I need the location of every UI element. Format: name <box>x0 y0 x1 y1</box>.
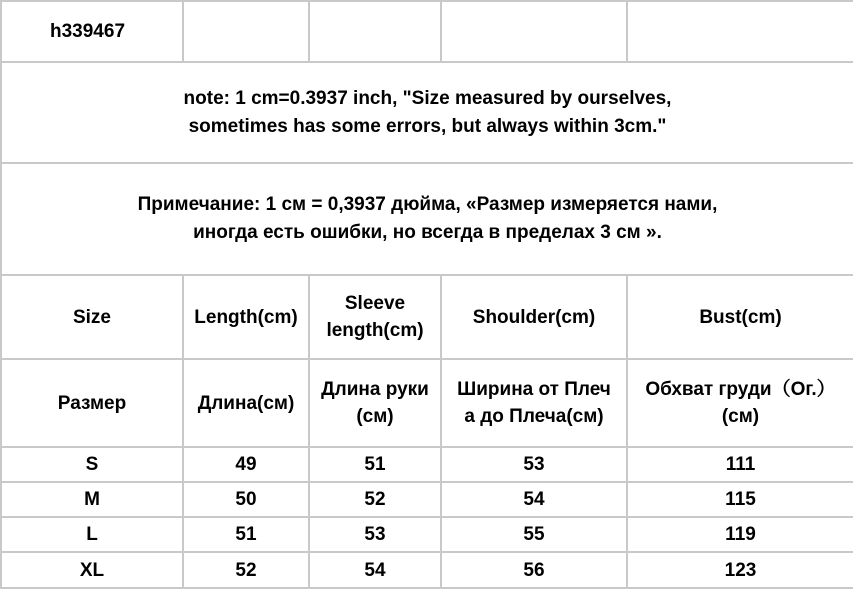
header-length-ru <box>183 359 309 447</box>
header-label: Bust(cm) <box>699 306 782 328</box>
bust-cell: 119 <box>627 517 853 552</box>
header-label: Ширина от Плеч <box>457 379 611 400</box>
size-cell: S <box>1 447 183 482</box>
length-cell: 51 <box>183 517 309 552</box>
table-row <box>1 447 853 482</box>
header-label: Size <box>72 306 112 328</box>
bust-cell: 123 <box>627 552 853 588</box>
note-russian-line: иногда есть ошибки, но всегда в пределах 3 см ». <box>193 222 662 243</box>
header-ru-row <box>1 359 853 447</box>
note-english <box>1 62 853 163</box>
header-shoulder <box>441 275 627 359</box>
table-row <box>1 482 853 517</box>
note-russian-line: Примечание: 1 см = 0,3937 дюйма, «Размер измеряется нами, <box>137 194 718 215</box>
note-english-line: note: 1 cm=0.3937 inch, "Size measured by ourselves, <box>183 87 672 109</box>
note-russian <box>1 163 853 275</box>
size-cell: XL <box>1 552 183 588</box>
header-label: Размер <box>57 392 127 414</box>
sleeve-cell: 54 <box>309 552 441 588</box>
size-cell: M <box>1 482 183 517</box>
header-en-row <box>1 275 853 359</box>
length-cell: 49 <box>183 447 309 482</box>
header-label: (см) <box>721 406 760 427</box>
bust-cell: 115 <box>627 482 853 517</box>
size-cell: L <box>1 517 183 552</box>
length-cell: 50 <box>183 482 309 517</box>
sleeve-cell: 52 <box>309 482 441 517</box>
empty-cell <box>183 1 309 62</box>
header-label: Shoulder(cm) <box>472 306 596 328</box>
empty-cell <box>441 1 627 62</box>
header-label: Length(cm) <box>194 306 298 328</box>
header-size <box>1 275 183 359</box>
header-shoulder-ru <box>441 359 627 447</box>
header-label: Обхват груди（Ог.） <box>645 379 836 400</box>
shoulder-cell: 54 <box>441 482 627 517</box>
product-code: h339467 <box>1 1 183 62</box>
table-row <box>1 517 853 552</box>
shoulder-cell: 56 <box>441 552 627 588</box>
sleeve-cell: 53 <box>309 517 441 552</box>
header-length <box>183 275 309 359</box>
shoulder-cell: 53 <box>441 447 627 482</box>
header-bust-ru <box>627 359 853 447</box>
empty-cell <box>627 1 853 62</box>
header-label: Длина руки <box>321 379 429 400</box>
bust-cell: 111 <box>627 447 853 482</box>
shoulder-cell: 55 <box>441 517 627 552</box>
header-sleeve-length-ru <box>309 359 441 447</box>
header-label: length(cm) <box>326 320 424 341</box>
empty-cell <box>309 1 441 62</box>
header-bust <box>627 275 853 359</box>
length-cell: 52 <box>183 552 309 588</box>
header-label: (см) <box>356 406 394 427</box>
note-ru-row <box>1 163 853 275</box>
header-label: Sleeve <box>344 293 406 314</box>
header-size-ru <box>1 359 183 447</box>
header-sleeve-length <box>309 275 441 359</box>
table-row <box>1 552 853 588</box>
note-en-row <box>1 62 853 163</box>
product-code-row <box>1 1 853 62</box>
note-english-line: sometimes has some errors, but always within 3cm." <box>188 115 667 137</box>
sleeve-cell: 51 <box>309 447 441 482</box>
header-label: Длина(см) <box>197 392 295 414</box>
header-label: а до Плеча(см) <box>464 406 604 427</box>
